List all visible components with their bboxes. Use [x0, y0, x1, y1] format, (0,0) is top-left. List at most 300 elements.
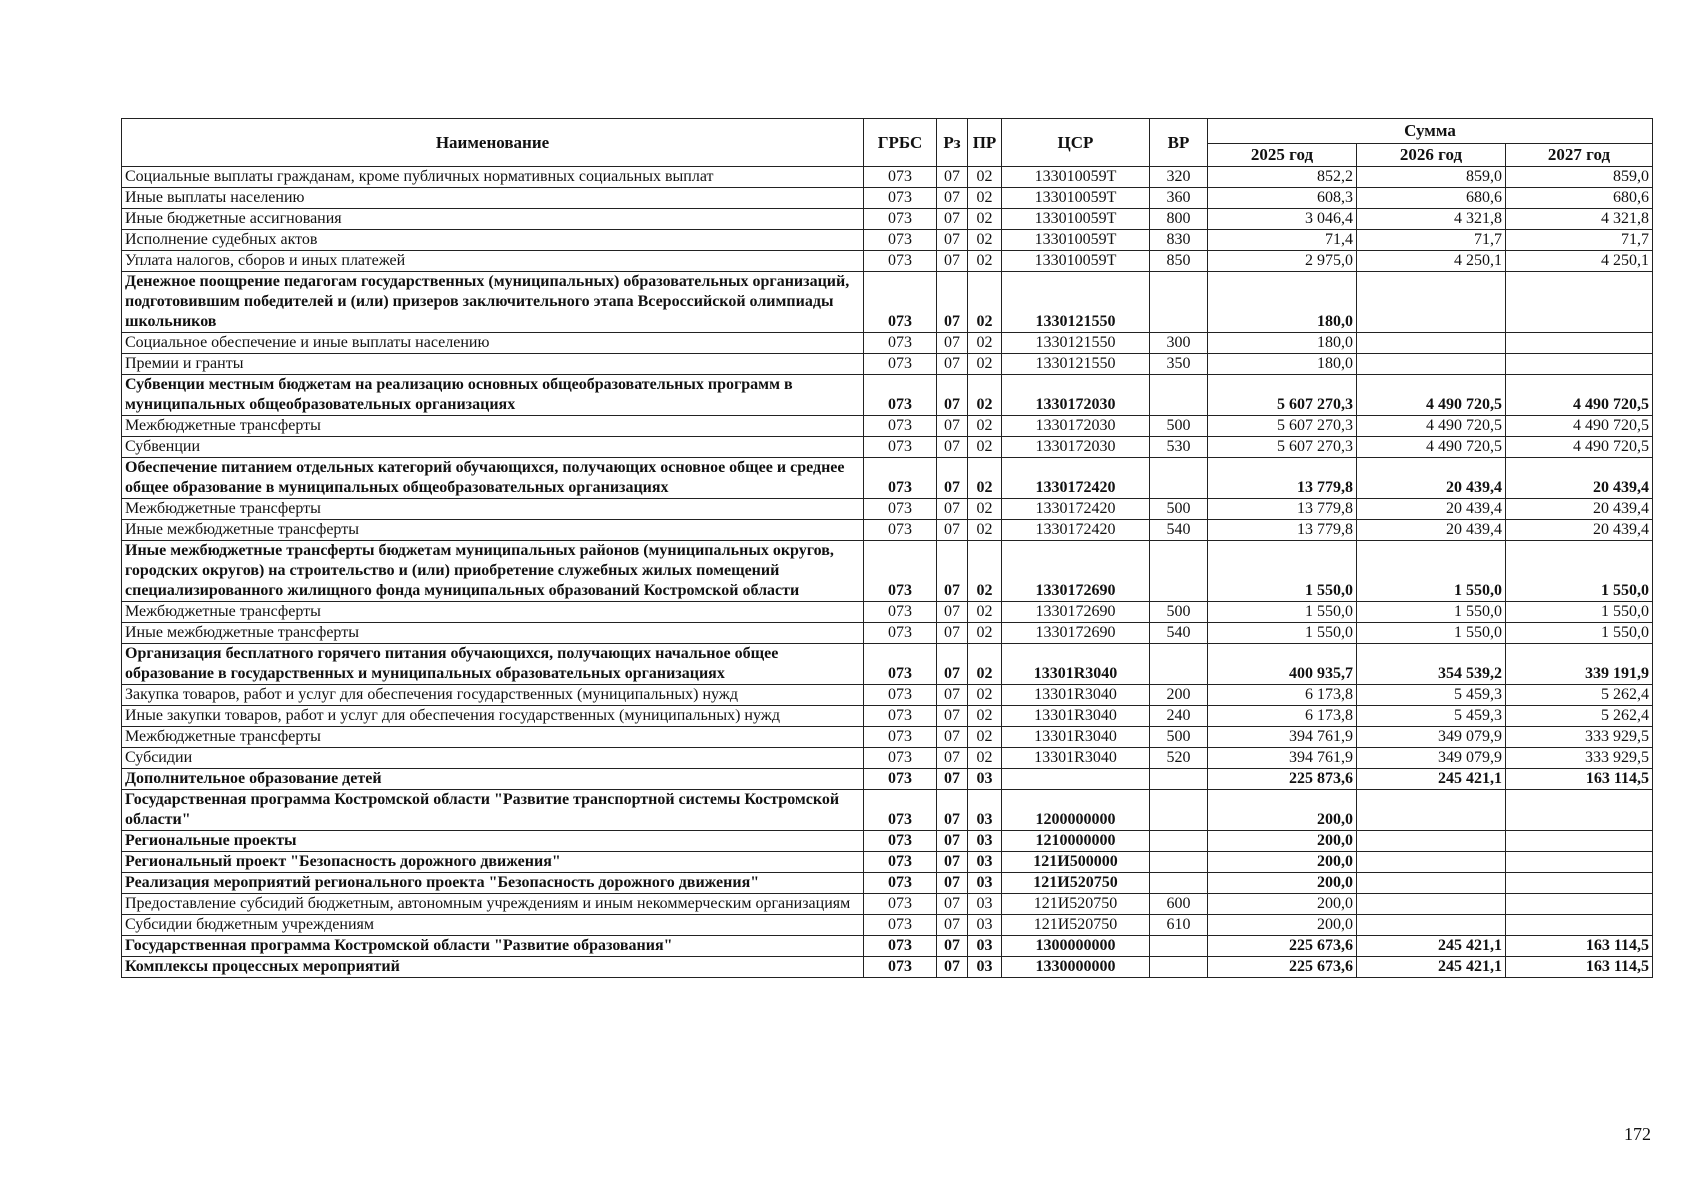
cell-pr: 02 [968, 685, 1002, 706]
cell-rz: 07 [937, 541, 968, 602]
cell-rz: 07 [937, 936, 968, 957]
cell-name: Государственная программа Костромской области "Развитие транспортной системы Костромской области" [122, 790, 864, 831]
cell-pr: 02 [968, 520, 1002, 541]
cell-grbs: 073 [864, 541, 937, 602]
cell-2025: 852,2 [1208, 167, 1357, 188]
cell-2026: 5 459,3 [1357, 685, 1506, 706]
table-row [122, 272, 1653, 333]
cell-2027: 163 114,5 [1506, 936, 1653, 957]
cell-2026 [1357, 354, 1506, 375]
cell-name: Организация бесплатного горячего питания обучающихся, получающих начальное общее образование в государственных и муниципальных образовательных организациях [122, 644, 864, 685]
table-row [122, 167, 1653, 188]
cell-rz: 07 [937, 790, 968, 831]
cell-name: Межбюджетные трансферты [122, 416, 864, 437]
cell-2027: 333 929,5 [1506, 727, 1653, 748]
cell-grbs: 073 [864, 167, 937, 188]
cell-rz: 07 [937, 685, 968, 706]
cell-2027: 5 262,4 [1506, 685, 1653, 706]
cell-pr: 03 [968, 957, 1002, 978]
cell-vr: 610 [1150, 915, 1208, 936]
table-row [122, 644, 1653, 685]
cell-csr: 121И520750 [1002, 915, 1150, 936]
cell-2025: 3 046,4 [1208, 209, 1357, 230]
cell-vr: 530 [1150, 437, 1208, 458]
cell-name: Денежное поощрение педагогам государственных (муниципальных) образовательных организаций, подготовившим победителей и (или) призеров заключительного этапа Всероссийской олимпиады школьников [122, 272, 864, 333]
cell-2026 [1357, 852, 1506, 873]
cell-2026 [1357, 831, 1506, 852]
cell-2026: 349 079,9 [1357, 727, 1506, 748]
cell-rz: 07 [937, 623, 968, 644]
budget-table [121, 118, 1653, 978]
cell-2026 [1357, 915, 1506, 936]
cell-csr: 121И520750 [1002, 894, 1150, 915]
cell-rz: 07 [937, 873, 968, 894]
table-row [122, 894, 1653, 915]
cell-2027 [1506, 790, 1653, 831]
cell-2025: 200,0 [1208, 915, 1357, 936]
cell-rz: 07 [937, 831, 968, 852]
cell-2026: 20 439,4 [1357, 520, 1506, 541]
cell-2027: 5 262,4 [1506, 706, 1653, 727]
cell-pr: 02 [968, 602, 1002, 623]
cell-grbs: 073 [864, 790, 937, 831]
cell-rz: 07 [937, 748, 968, 769]
cell-2026 [1357, 333, 1506, 354]
table-row [122, 437, 1653, 458]
cell-name: Субсидии бюджетным учреждениям [122, 915, 864, 936]
table-row [122, 230, 1653, 251]
cell-2027: 333 929,5 [1506, 748, 1653, 769]
cell-2027: 163 114,5 [1506, 769, 1653, 790]
cell-pr: 02 [968, 437, 1002, 458]
cell-2025: 400 935,7 [1208, 644, 1357, 685]
cell-pr: 02 [968, 333, 1002, 354]
cell-2027: 20 439,4 [1506, 520, 1653, 541]
header-year-2027: 2027 год [1506, 144, 1653, 167]
cell-2025: 225 673,6 [1208, 936, 1357, 957]
table-row [122, 458, 1653, 499]
cell-2025: 394 761,9 [1208, 748, 1357, 769]
cell-rz: 07 [937, 458, 968, 499]
cell-vr [1150, 831, 1208, 852]
cell-grbs: 073 [864, 499, 937, 520]
cell-name: Исполнение судебных актов [122, 230, 864, 251]
cell-pr: 02 [968, 354, 1002, 375]
cell-rz: 07 [937, 354, 968, 375]
cell-grbs: 073 [864, 706, 937, 727]
cell-grbs: 073 [864, 354, 937, 375]
cell-csr: 1330172690 [1002, 541, 1150, 602]
cell-vr [1150, 957, 1208, 978]
cell-rz: 07 [937, 894, 968, 915]
cell-2027: 4 250,1 [1506, 251, 1653, 272]
table-row [122, 769, 1653, 790]
cell-csr: 133010059Т [1002, 209, 1150, 230]
cell-rz: 07 [937, 209, 968, 230]
cell-grbs: 073 [864, 602, 937, 623]
cell-csr: 121И520750 [1002, 873, 1150, 894]
cell-name: Межбюджетные трансферты [122, 499, 864, 520]
cell-2026: 4 490 720,5 [1357, 375, 1506, 416]
cell-rz: 07 [937, 602, 968, 623]
table-body [122, 167, 1653, 978]
cell-vr: 500 [1150, 727, 1208, 748]
cell-rz: 07 [937, 375, 968, 416]
cell-vr [1150, 458, 1208, 499]
cell-vr: 500 [1150, 499, 1208, 520]
cell-2025: 180,0 [1208, 333, 1357, 354]
cell-2026: 20 439,4 [1357, 499, 1506, 520]
cell-grbs: 073 [864, 230, 937, 251]
cell-2027 [1506, 333, 1653, 354]
table-row [122, 685, 1653, 706]
table-row [122, 790, 1653, 831]
cell-vr: 360 [1150, 188, 1208, 209]
cell-grbs: 073 [864, 748, 937, 769]
cell-name: Дополнительное образование детей [122, 769, 864, 790]
table-row [122, 416, 1653, 437]
cell-pr: 03 [968, 852, 1002, 873]
cell-pr: 02 [968, 644, 1002, 685]
cell-2025: 180,0 [1208, 272, 1357, 333]
cell-csr: 1330172420 [1002, 499, 1150, 520]
header-vr: ВР [1150, 119, 1208, 167]
cell-2027: 339 191,9 [1506, 644, 1653, 685]
table-row [122, 188, 1653, 209]
cell-csr: 1330172030 [1002, 375, 1150, 416]
cell-rz: 07 [937, 230, 968, 251]
cell-2026: 1 550,0 [1357, 541, 1506, 602]
header-grbs: ГРБС [864, 119, 937, 167]
cell-rz: 07 [937, 188, 968, 209]
cell-2026: 1 550,0 [1357, 623, 1506, 644]
cell-grbs: 073 [864, 623, 937, 644]
cell-vr: 600 [1150, 894, 1208, 915]
cell-grbs: 073 [864, 915, 937, 936]
cell-rz: 07 [937, 437, 968, 458]
cell-2026 [1357, 790, 1506, 831]
cell-name: Иные закупки товаров, работ и услуг для обеспечения государственных (муниципальных) нужд [122, 706, 864, 727]
cell-rz: 07 [937, 499, 968, 520]
cell-2025: 608,3 [1208, 188, 1357, 209]
cell-2026 [1357, 873, 1506, 894]
cell-csr: 13301R3040 [1002, 685, 1150, 706]
header-rz: Рз [937, 119, 968, 167]
cell-2027 [1506, 915, 1653, 936]
cell-vr: 520 [1150, 748, 1208, 769]
cell-csr: 13301R3040 [1002, 727, 1150, 748]
cell-csr: 13301R3040 [1002, 644, 1150, 685]
cell-csr: 1330172030 [1002, 437, 1150, 458]
cell-2027: 4 490 720,5 [1506, 375, 1653, 416]
cell-rz: 07 [937, 852, 968, 873]
cell-csr: 133010059Т [1002, 230, 1150, 251]
table-row [122, 209, 1653, 230]
cell-pr: 03 [968, 894, 1002, 915]
table-row [122, 706, 1653, 727]
cell-name: Реализация мероприятий регионального проекта "Безопасность дорожного движения" [122, 873, 864, 894]
cell-csr: 1330172030 [1002, 416, 1150, 437]
cell-vr: 200 [1150, 685, 1208, 706]
cell-2027: 1 550,0 [1506, 602, 1653, 623]
cell-vr: 800 [1150, 209, 1208, 230]
cell-grbs: 073 [864, 437, 937, 458]
cell-name: Субвенции местным бюджетам на реализацию основных общеобразовательных программ в муниципальных общеобразовательных организациях [122, 375, 864, 416]
cell-pr: 02 [968, 541, 1002, 602]
cell-2027: 680,6 [1506, 188, 1653, 209]
cell-vr: 320 [1150, 167, 1208, 188]
cell-name: Социальные выплаты гражданам, кроме публичных нормативных социальных выплат [122, 167, 864, 188]
cell-rz: 07 [937, 727, 968, 748]
cell-rz: 07 [937, 251, 968, 272]
cell-2025: 180,0 [1208, 354, 1357, 375]
cell-2025: 1 550,0 [1208, 602, 1357, 623]
cell-2026: 1 550,0 [1357, 602, 1506, 623]
cell-rz: 07 [937, 957, 968, 978]
cell-rz: 07 [937, 167, 968, 188]
cell-pr: 02 [968, 188, 1002, 209]
cell-rz: 07 [937, 416, 968, 437]
cell-grbs: 073 [864, 852, 937, 873]
cell-name: Закупка товаров, работ и услуг для обеспечения государственных (муниципальных) нужд [122, 685, 864, 706]
cell-2025: 225 873,6 [1208, 769, 1357, 790]
header-year-2025: 2025 год [1208, 144, 1357, 167]
cell-grbs: 073 [864, 375, 937, 416]
cell-name: Межбюджетные трансферты [122, 602, 864, 623]
cell-vr [1150, 375, 1208, 416]
table-row [122, 541, 1653, 602]
cell-name: Комплексы процессных мероприятий [122, 957, 864, 978]
cell-rz: 07 [937, 520, 968, 541]
cell-csr: 1210000000 [1002, 831, 1150, 852]
cell-vr [1150, 541, 1208, 602]
cell-name: Иные бюджетные ассигнования [122, 209, 864, 230]
cell-2027: 4 490 720,5 [1506, 416, 1653, 437]
table-row [122, 873, 1653, 894]
cell-2025: 200,0 [1208, 790, 1357, 831]
cell-name: Иные межбюджетные трансферты бюджетам муниципальных районов (муниципальных округов, городских округов) на строительство и (или) приобретение служебных жилых помещений специализированного жилищного фонда муниципальных образований Костромской области [122, 541, 864, 602]
cell-name: Региональный проект "Безопасность дорожного движения" [122, 852, 864, 873]
cell-pr: 02 [968, 623, 1002, 644]
cell-grbs: 073 [864, 831, 937, 852]
cell-2025: 5 607 270,3 [1208, 416, 1357, 437]
cell-2027 [1506, 831, 1653, 852]
cell-grbs: 073 [864, 209, 937, 230]
cell-name: Государственная программа Костромской области "Развитие образования" [122, 936, 864, 957]
cell-2027 [1506, 852, 1653, 873]
cell-2026: 20 439,4 [1357, 458, 1506, 499]
table-row [122, 623, 1653, 644]
cell-name: Социальное обеспечение и иные выплаты населению [122, 333, 864, 354]
cell-2026: 349 079,9 [1357, 748, 1506, 769]
cell-pr: 02 [968, 499, 1002, 520]
cell-2025: 200,0 [1208, 831, 1357, 852]
cell-pr: 02 [968, 375, 1002, 416]
table-row [122, 354, 1653, 375]
cell-2025: 394 761,9 [1208, 727, 1357, 748]
cell-2025: 13 779,8 [1208, 499, 1357, 520]
cell-grbs: 073 [864, 894, 937, 915]
header-year-2026: 2026 год [1357, 144, 1506, 167]
cell-grbs: 073 [864, 644, 937, 685]
cell-pr: 03 [968, 873, 1002, 894]
cell-2027: 71,7 [1506, 230, 1653, 251]
cell-2026: 245 421,1 [1357, 769, 1506, 790]
cell-pr: 02 [968, 748, 1002, 769]
cell-vr: 850 [1150, 251, 1208, 272]
cell-csr: 121И500000 [1002, 852, 1150, 873]
cell-name: Межбюджетные трансферты [122, 727, 864, 748]
cell-grbs: 073 [864, 957, 937, 978]
cell-2025: 13 779,8 [1208, 458, 1357, 499]
cell-csr: 133010059Т [1002, 167, 1150, 188]
cell-pr: 03 [968, 790, 1002, 831]
table-row [122, 602, 1653, 623]
cell-2025: 6 173,8 [1208, 706, 1357, 727]
cell-csr [1002, 769, 1150, 790]
header-pr: ПР [968, 119, 1002, 167]
cell-pr: 03 [968, 915, 1002, 936]
table-row [122, 375, 1653, 416]
cell-2026: 859,0 [1357, 167, 1506, 188]
table-row [122, 831, 1653, 852]
cell-2026: 245 421,1 [1357, 957, 1506, 978]
cell-name: Иные межбюджетные трансферты [122, 520, 864, 541]
cell-name: Уплата налогов, сборов и иных платежей [122, 251, 864, 272]
cell-2027: 859,0 [1506, 167, 1653, 188]
cell-csr: 133010059Т [1002, 251, 1150, 272]
budget-table-sheet [121, 118, 1652, 978]
cell-vr [1150, 769, 1208, 790]
cell-csr: 13301R3040 [1002, 706, 1150, 727]
cell-vr: 350 [1150, 354, 1208, 375]
cell-vr: 500 [1150, 416, 1208, 437]
cell-pr: 02 [968, 416, 1002, 437]
cell-pr: 02 [968, 167, 1002, 188]
cell-vr [1150, 873, 1208, 894]
table-row [122, 957, 1653, 978]
cell-pr: 02 [968, 230, 1002, 251]
cell-2026: 4 250,1 [1357, 251, 1506, 272]
cell-2026: 4 490 720,5 [1357, 416, 1506, 437]
cell-csr: 1330172690 [1002, 623, 1150, 644]
cell-2027 [1506, 354, 1653, 375]
cell-2026: 354 539,2 [1357, 644, 1506, 685]
table-row [122, 520, 1653, 541]
cell-2027 [1506, 873, 1653, 894]
cell-2026: 4 490 720,5 [1357, 437, 1506, 458]
cell-2027: 4 490 720,5 [1506, 437, 1653, 458]
cell-2027: 20 439,4 [1506, 458, 1653, 499]
cell-grbs: 073 [864, 251, 937, 272]
cell-2025: 2 975,0 [1208, 251, 1357, 272]
cell-csr: 1300000000 [1002, 936, 1150, 957]
cell-2026 [1357, 894, 1506, 915]
table-row [122, 852, 1653, 873]
cell-vr: 540 [1150, 623, 1208, 644]
cell-csr: 1330172420 [1002, 520, 1150, 541]
cell-csr: 1330121550 [1002, 333, 1150, 354]
cell-pr: 02 [968, 272, 1002, 333]
cell-2025: 1 550,0 [1208, 541, 1357, 602]
cell-2026: 5 459,3 [1357, 706, 1506, 727]
cell-rz: 07 [937, 915, 968, 936]
cell-vr [1150, 644, 1208, 685]
cell-2026: 680,6 [1357, 188, 1506, 209]
cell-rz: 07 [937, 706, 968, 727]
header-csr: ЦСР [1002, 119, 1150, 167]
cell-2025: 71,4 [1208, 230, 1357, 251]
cell-pr: 03 [968, 769, 1002, 790]
cell-2027: 20 439,4 [1506, 499, 1653, 520]
cell-csr: 1330172690 [1002, 602, 1150, 623]
cell-vr: 500 [1150, 602, 1208, 623]
table-header-row [122, 119, 1653, 144]
cell-grbs: 073 [864, 685, 937, 706]
table-row [122, 727, 1653, 748]
cell-csr: 1200000000 [1002, 790, 1150, 831]
cell-name: Иные выплаты населению [122, 188, 864, 209]
cell-pr: 03 [968, 831, 1002, 852]
cell-2026: 245 421,1 [1357, 936, 1506, 957]
table-row [122, 333, 1653, 354]
cell-grbs: 073 [864, 520, 937, 541]
cell-2027: 1 550,0 [1506, 541, 1653, 602]
cell-grbs: 073 [864, 936, 937, 957]
cell-grbs: 073 [864, 727, 937, 748]
cell-pr: 03 [968, 936, 1002, 957]
table-row [122, 936, 1653, 957]
cell-2025: 200,0 [1208, 852, 1357, 873]
header-sum: Сумма [1208, 119, 1653, 144]
cell-pr: 02 [968, 727, 1002, 748]
cell-csr: 133010059Т [1002, 188, 1150, 209]
table-row [122, 748, 1653, 769]
cell-2027 [1506, 272, 1653, 333]
cell-name: Обеспечение питанием отдельных категорий обучающихся, получающих основное общее и среднее общее образование в муниципальных общеобразовательных организациях [122, 458, 864, 499]
cell-grbs: 073 [864, 416, 937, 437]
cell-csr: 1330172420 [1002, 458, 1150, 499]
cell-2027 [1506, 894, 1653, 915]
cell-csr: 1330000000 [1002, 957, 1150, 978]
cell-2026: 71,7 [1357, 230, 1506, 251]
cell-pr: 02 [968, 458, 1002, 499]
cell-vr: 830 [1150, 230, 1208, 251]
cell-rz: 07 [937, 333, 968, 354]
cell-name: Субвенции [122, 437, 864, 458]
cell-2025: 5 607 270,3 [1208, 375, 1357, 416]
cell-grbs: 073 [864, 873, 937, 894]
cell-csr: 1330121550 [1002, 272, 1150, 333]
cell-2025: 200,0 [1208, 873, 1357, 894]
cell-csr: 13301R3040 [1002, 748, 1150, 769]
cell-vr [1150, 936, 1208, 957]
page-number: 172 [1624, 1124, 1651, 1144]
cell-name: Предоставление субсидий бюджетным, автономным учреждениям и иным некоммерческим организациям [122, 894, 864, 915]
cell-2027: 163 114,5 [1506, 957, 1653, 978]
cell-vr [1150, 790, 1208, 831]
cell-name: Субсидии [122, 748, 864, 769]
cell-rz: 07 [937, 644, 968, 685]
cell-csr: 1330121550 [1002, 354, 1150, 375]
cell-grbs: 073 [864, 188, 937, 209]
cell-name: Премии и гранты [122, 354, 864, 375]
cell-name: Иные межбюджетные трансферты [122, 623, 864, 644]
cell-2025: 6 173,8 [1208, 685, 1357, 706]
header-name: Наименование [122, 119, 864, 167]
cell-grbs: 073 [864, 333, 937, 354]
cell-pr: 02 [968, 706, 1002, 727]
